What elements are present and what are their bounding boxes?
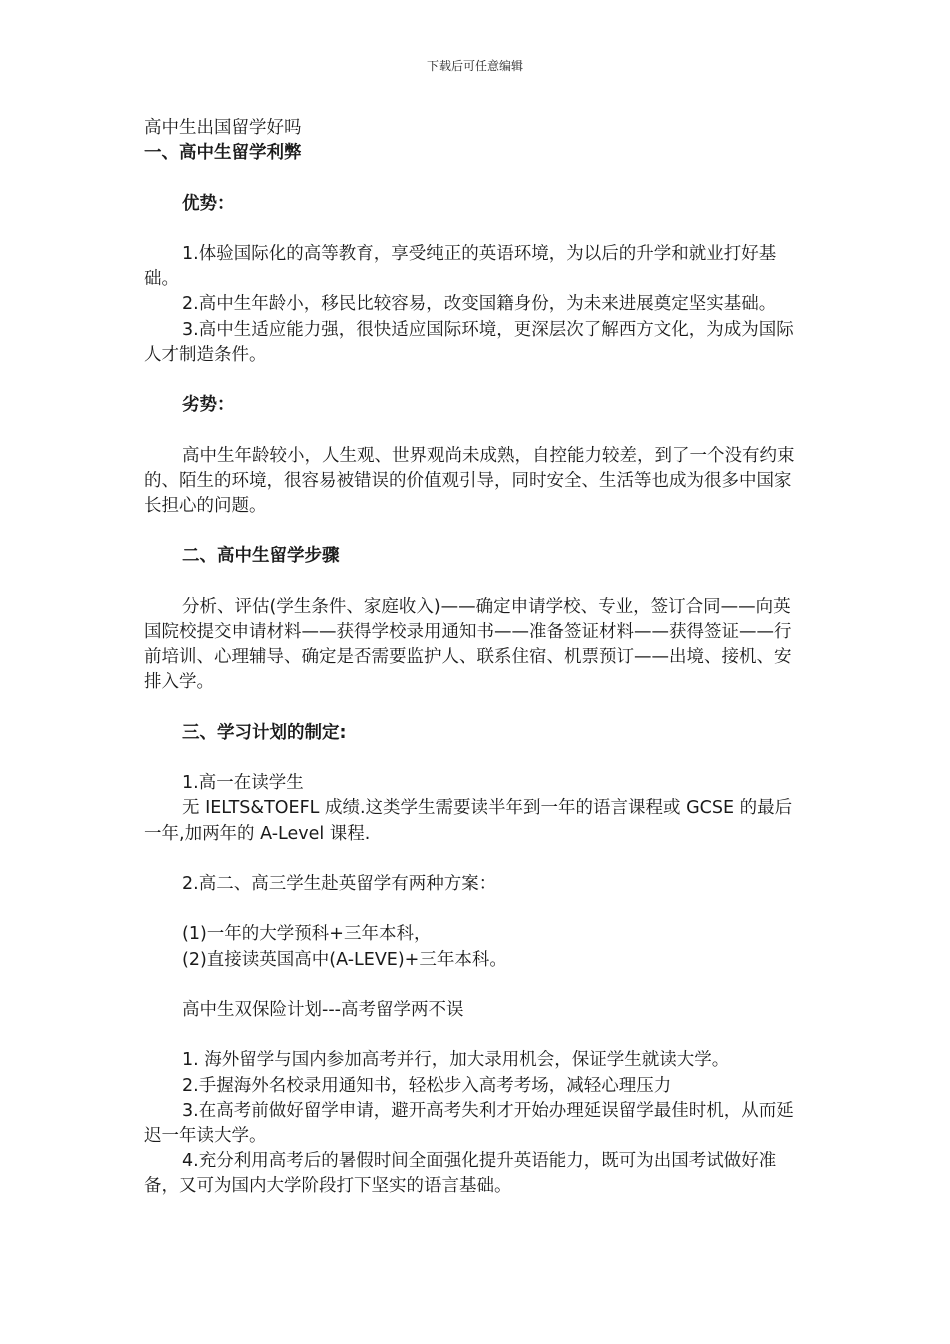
double-plan-title: 高中生双保险计划---高考留学两不误: [182, 999, 464, 1020]
double-plan-item: 3.在高考前做好留学申请，避开高考失利才开始办理延误留学最佳时机，从而延迟一年读大学。: [144, 1100, 794, 1146]
pros-item: 1.体验国际化的高等教育，享受纯正的英语环境，为以后的升学和就业打好基础。: [144, 243, 777, 290]
cons-label: 劣势：: [182, 395, 235, 416]
pros-item: 3.高中生适应能力强，很快适应国际环境，更深层次了解西方文化，为成为国际人才制造条件。: [144, 319, 794, 365]
pros-item: 2.高中生年龄小，移民比较容易，改变国籍身份，为未来进展奠定坚实基础。: [182, 294, 777, 315]
pros-label: 优势：: [182, 193, 235, 214]
section2-heading: 二、高中生留学步骤: [182, 546, 340, 567]
plan-option: (2)直接读英国高中(A-LEVE)+三年本科。: [182, 949, 507, 970]
double-plan-item: 1. 海外留学与国内参加高考并行，加大录用机会，保证学生就读大学。: [182, 1050, 730, 1071]
cons-paragraph: 高中生年龄较小，人生观、世界观尚未成熟，自控能力较差，到了一个没有约束的、陌生的环境，很容易被错误的价值观引导，同时安全、生活等也成为很多中国家长担心的问题。: [144, 445, 795, 516]
steps-paragraph: 分析、评估(学生条件、家庭收入)——确定申请学校、专业，签订合同——向英国院校提交申请材料——获得学校录用通知书——准备签证材料——获得签证——行前培训、心理辅导、确定是否需要监护人、联系住宿、机票预订——出境、接机、安排入学。: [144, 596, 792, 693]
section1-heading: 一、高中生留学利弊: [144, 143, 302, 164]
section3-heading: 三、学习计划的制定:: [182, 722, 347, 743]
page-header: 下载后可任意编辑: [426, 59, 523, 73]
plan-option: (1)一年的大学预科+三年本科，: [182, 924, 432, 945]
plan-item-body: 无 IELTS&TOEFL 成绩.这类学生需要读半年到一年的语言课程或 GCSE 的最后一年,加两年的 A-Level 课程.: [144, 798, 793, 844]
plan-item-title: 2.高二、高三学生赴英留学有两种方案：: [182, 873, 497, 894]
document-body: [144, 116, 808, 1200]
document-title: 高中生出国留学好吗: [144, 118, 302, 138]
double-plan-item: 4.充分利用高考后的暑假时间全面强化提升英语能力，既可为出国考试做好准备，又可为国内大学阶段打下坚实的语言基础。: [144, 1151, 777, 1197]
plan-item-title: 1.高一在读学生: [182, 773, 304, 794]
double-plan-item: 2.手握海外名校录用通知书，轻松步入高考考场，减轻心理压力: [182, 1075, 672, 1096]
